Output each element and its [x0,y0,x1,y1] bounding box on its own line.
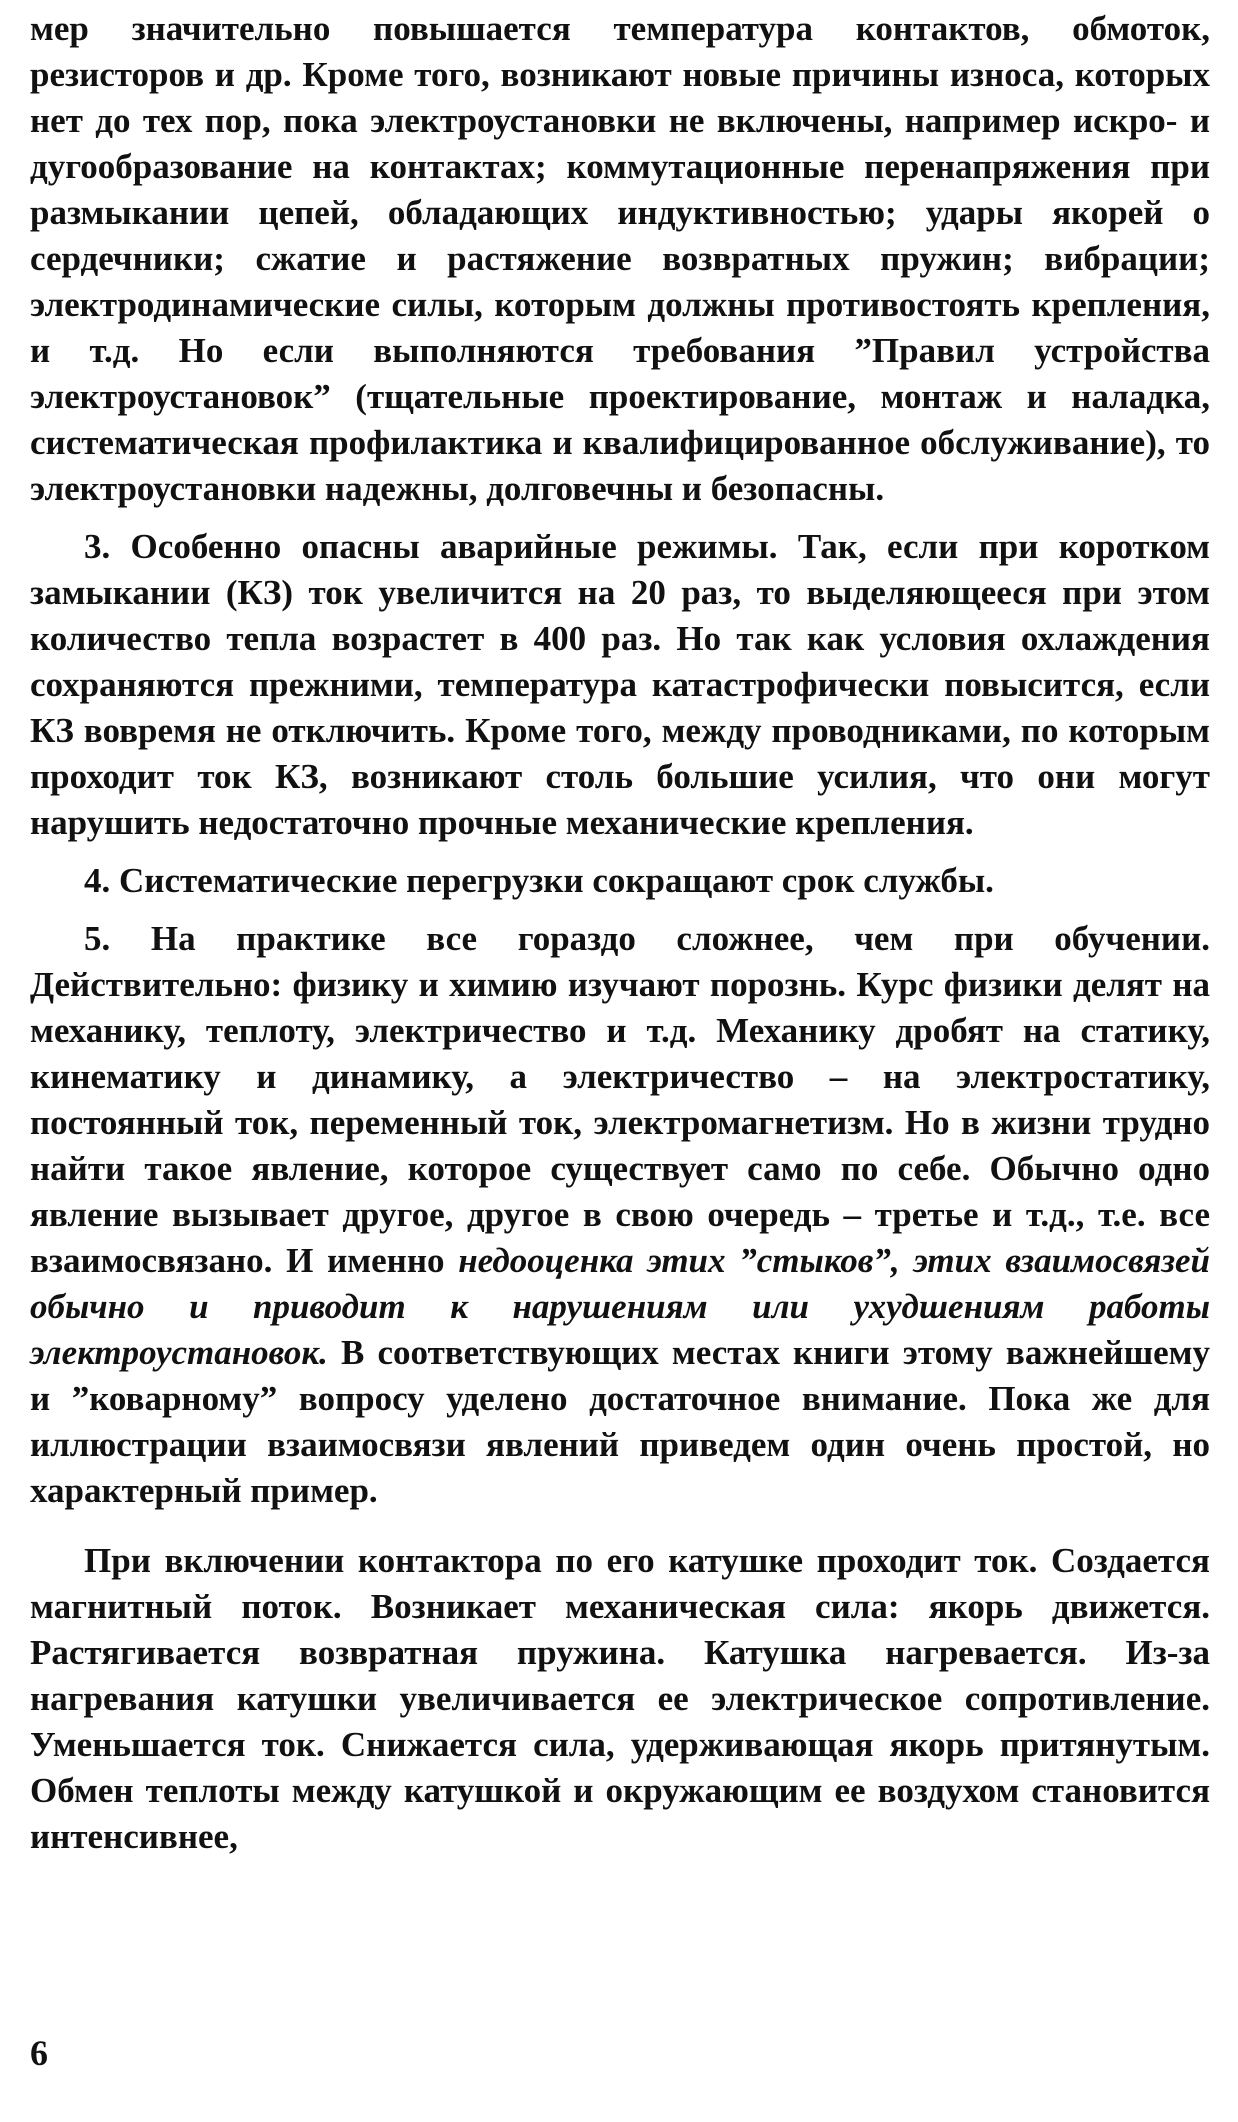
page-number: 6 [30,2033,48,2073]
paragraph-item-5 [30,916,1210,1514]
paragraph-item-3: 3. Особенно опасны аварийные режимы. Так, если при коротком замыкании (КЗ) ток увеличится на 20 раз, то выделяющееся при этом количество тепла возрастет в 400 раз. Но так как условия охлаждения сохраняются прежними, температура катастрофически повысится, если КЗ вовремя не отключить. Кроме того, между проводниками, по которым проходит ток КЗ, возникают столь большие усилия, что они могут нарушить недостаточно прочные механические крепления. [30,527,1210,842]
paragraph-item-5-italic-emphasis: недооценка этих ”стыков”, этих взаимосвязей обычно и приводит к нарушениям или ухудшениям работы электроустановок. [30,1241,1211,1372]
paragraph-item-5-text-start: 5. На практике все гораздо сложнее, чем при обучении. Действительно: физику и химию изучают порознь. Курс физики делят на механику, теплоту, электричество и т.д. Механику дробят на статику, кинематику и динамику, а электричество – на электростатику, постоянный ток, переменный ток, электромагнетизм. Но в жизни трудно найти такое явление, которое существует само по себе. Обычно одно явление вызывает другое, другое в свою очередь – третье и т.д., т.е. все взаимосвязано. И именно [30,919,1210,1280]
paragraph-item-4: 4. Систематические перегрузки сокращают срок службы. [84,861,994,900]
paragraph-contactor-example: При включении контактора по его катушке проходит ток. Создается магнитный поток. Возникает механическая сила: якорь движется. Растягивается возвратная пружина. Катушка нагревается. Из-за нагревания катушки увеличивается ее электрическое сопротивление. Уменьшается ток. Снижается сила, удерживающая якорь притянутым. Обмен теплоты между катушкой и окружающим ее воздухом становится интенсивнее, [30,1541,1210,1856]
paragraph-item-5-text-end: В соответствующих местах книги этому важнейшему и ”коварному” вопросу уделено достаточное внимание. Пока же для иллюстрации взаимосвязи явлений приведем один очень простой, но характерный пример. [30,1333,1210,1510]
page-body [30,6,1210,1860]
paragraph-continuation: мер значительно повышается температура контактов, обмоток, резисторов и др. Кроме того, возникают новые причины износа, которых нет до тех пор, пока электроустановки не включены, например искро- и дугообразование на контактах; коммутационные перенапряжения при размыкании цепей, обладающих индуктивностью; удары якорей о сердечники; сжатие и растяжение возвратных пружин; вибрации; электродинамические силы, которым должны противостоять крепления, и т.д. Но если выполняются требования ”Правил устройства электроустановок” (тщательные проектирование, монтаж и наладка, систематическая профилактика и квалифицированное обслуживание), то электроустановки надежны, долговечны и безопасны. [30,9,1210,508]
